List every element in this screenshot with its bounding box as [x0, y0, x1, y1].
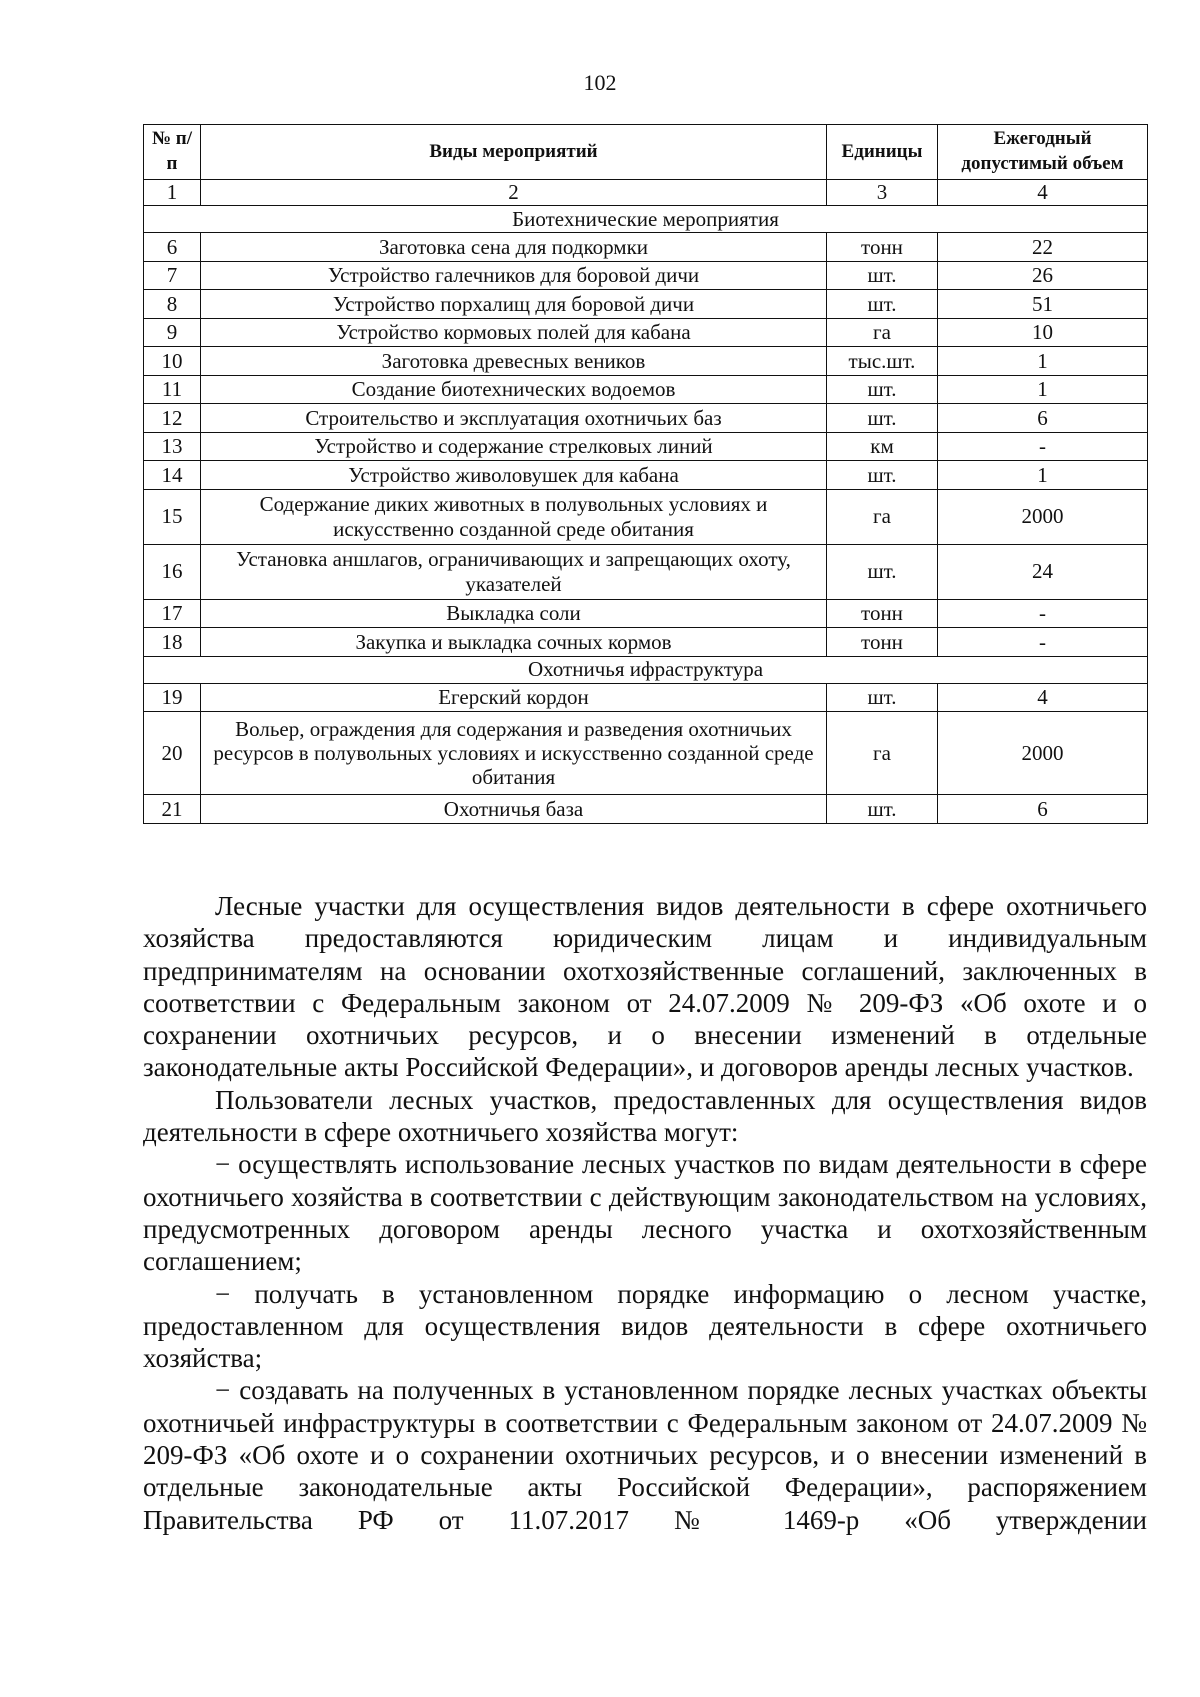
- row-unit: тыс.шт.: [827, 347, 938, 376]
- row-number: 16: [144, 544, 201, 599]
- row-unit: га: [827, 489, 938, 544]
- row-volume: 22: [938, 233, 1148, 262]
- row-unit: шт.: [827, 795, 938, 824]
- row-activity: Содержание диких животных в полувольных условиях и искусственно созданной среде обитания: [201, 489, 827, 544]
- row-activity: Установка аншлагов, ограничивающих и запрещающих охоту, указателей: [201, 544, 827, 599]
- table-row: [144, 489, 1148, 544]
- table-row: [144, 290, 1148, 319]
- row-unit: тонн: [827, 599, 938, 628]
- section-title: Биотехнические мероприятия: [144, 206, 1148, 233]
- section-title: Охотничья ифраструктура: [144, 656, 1148, 683]
- row-activity: Устройство и содержание стрелковых линий: [201, 432, 827, 461]
- row-volume: 10: [938, 318, 1148, 347]
- page-number: 102: [583, 70, 617, 95]
- body-text: [143, 890, 1147, 1536]
- row-volume: 1: [938, 375, 1148, 404]
- row-number: 10: [144, 347, 201, 376]
- table-row: [144, 544, 1148, 599]
- row-unit: шт.: [827, 544, 938, 599]
- row-volume: 51: [938, 290, 1148, 319]
- row-activity: Устройство порхалищ для боровой дичи: [201, 290, 827, 319]
- row-unit: шт.: [827, 290, 938, 319]
- table-body: [144, 206, 1148, 824]
- row-number: 20: [144, 712, 201, 795]
- row-activity: Выкладка соли: [201, 599, 827, 628]
- row-activity: Охотничья база: [201, 795, 827, 824]
- row-unit: шт.: [827, 261, 938, 290]
- section-row: [144, 656, 1148, 683]
- row-unit: км: [827, 432, 938, 461]
- row-number: 12: [144, 404, 201, 433]
- header-volume: Ежегодный допустимый объем: [938, 125, 1148, 180]
- row-volume: -: [938, 432, 1148, 461]
- row-activity: Создание биотехнических водоемов: [201, 375, 827, 404]
- row-number: 15: [144, 489, 201, 544]
- row-volume: 2000: [938, 489, 1148, 544]
- table-row: [144, 628, 1148, 657]
- table-row: [144, 712, 1148, 795]
- row-number: 13: [144, 432, 201, 461]
- table-row: [144, 375, 1148, 404]
- row-number: 6: [144, 233, 201, 262]
- row-volume: 24: [938, 544, 1148, 599]
- list-item: − получать в установленном порядке информацию о лесном участке, предоставленном для осуществления видов деятельности в сфере охотничьего хозяйства;: [143, 1278, 1147, 1374]
- row-activity: Устройство галечников для боровой дичи: [201, 261, 827, 290]
- row-unit: шт.: [827, 375, 938, 404]
- table-header-row: [144, 125, 1148, 180]
- header-number: № п/п: [144, 125, 201, 180]
- row-volume: 6: [938, 795, 1148, 824]
- table-row: [144, 461, 1148, 490]
- row-number: 7: [144, 261, 201, 290]
- row-volume: -: [938, 599, 1148, 628]
- column-number: 1: [144, 180, 201, 206]
- row-unit: шт.: [827, 404, 938, 433]
- row-activity: Егерский кордон: [201, 683, 827, 712]
- table-row: [144, 347, 1148, 376]
- row-volume: 6: [938, 404, 1148, 433]
- column-number-row: [144, 180, 1148, 206]
- row-volume: 1: [938, 347, 1148, 376]
- row-activity: Заготовка древесных веников: [201, 347, 827, 376]
- row-activity: Устройство живоловушек для кабана: [201, 461, 827, 490]
- row-unit: га: [827, 712, 938, 795]
- table-row: [144, 233, 1148, 262]
- row-activity: Закупка и выкладка сочных кормов: [201, 628, 827, 657]
- section-row: [144, 206, 1148, 233]
- row-activity: Устройство кормовых полей для кабана: [201, 318, 827, 347]
- row-unit: тонн: [827, 628, 938, 657]
- row-activity: Заготовка сена для подкормки: [201, 233, 827, 262]
- column-number: 3: [827, 180, 938, 206]
- activities-table: [143, 124, 1148, 824]
- row-volume: 1: [938, 461, 1148, 490]
- row-number: 18: [144, 628, 201, 657]
- table-row: [144, 261, 1148, 290]
- table-row: [144, 795, 1148, 824]
- column-number: 4: [938, 180, 1148, 206]
- row-number: 21: [144, 795, 201, 824]
- row-unit: га: [827, 318, 938, 347]
- row-volume: 4: [938, 683, 1148, 712]
- header-activity: Виды мероприятий: [201, 125, 827, 180]
- table-row: [144, 404, 1148, 433]
- row-activity: Вольер, ограждения для содержания и разведения охотничьих ресурсов в полувольных условиях и искусственно созданной среде обитания: [201, 712, 827, 795]
- header-unit: Единицы: [827, 125, 938, 180]
- row-number: 17: [144, 599, 201, 628]
- row-unit: шт.: [827, 683, 938, 712]
- row-number: 8: [144, 290, 201, 319]
- row-volume: -: [938, 628, 1148, 657]
- paragraph: Лесные участки для осуществления видов деятельности в сфере охотничьего хозяйства предоставляются юридическим лицам и индивидуальным предпринимателям на основании охотхозяйственные соглашений, заключенных в соответствии с Федеральным законом от 24.07.2009 № 209-ФЗ «Об охоте и о сохранении охотничьих ресурсов, и о внесении изменений в отдельные законодательные акты Российской Федерации», и договоров аренды лесных участков.: [143, 891, 1147, 1083]
- row-number: 19: [144, 683, 201, 712]
- list-item: − осуществлять использование лесных участков по видам деятельности в сфере охотничьего хозяйства в соответствии с действующим законодательством на условиях, предусмотренных договором аренды лесного участка и охотхозяйственным соглашением;: [143, 1149, 1147, 1277]
- table-row: [144, 683, 1148, 712]
- row-unit: тонн: [827, 233, 938, 262]
- row-volume: 2000: [938, 712, 1148, 795]
- paragraph: Пользователи лесных участков, предоставленных для осуществления видов деятельности в сфере охотничьего хозяйства могут:: [143, 1084, 1147, 1148]
- row-number: 9: [144, 318, 201, 347]
- row-volume: 26: [938, 261, 1148, 290]
- row-number: 14: [144, 461, 201, 490]
- table-row: [144, 432, 1148, 461]
- list-item: − создавать на полученных в установленном порядке лесных участках объекты охотничьей инфраструктуры в соответствии с Федеральным законом от 24.07.2009 № 209-ФЗ «Об охоте и о сохранении охотничьих ресурсов, и о внесении изменений в отдельные законодательные акты Российской Федерации», распоряжением Правительства РФ от 11.07.2017 № 1469-р «Об утверждении: [143, 1375, 1147, 1535]
- row-unit: шт.: [827, 461, 938, 490]
- row-activity: Строительство и эксплуатация охотничьих баз: [201, 404, 827, 433]
- table-row: [144, 318, 1148, 347]
- table-row: [144, 599, 1148, 628]
- column-number: 2: [201, 180, 827, 206]
- row-number: 11: [144, 375, 201, 404]
